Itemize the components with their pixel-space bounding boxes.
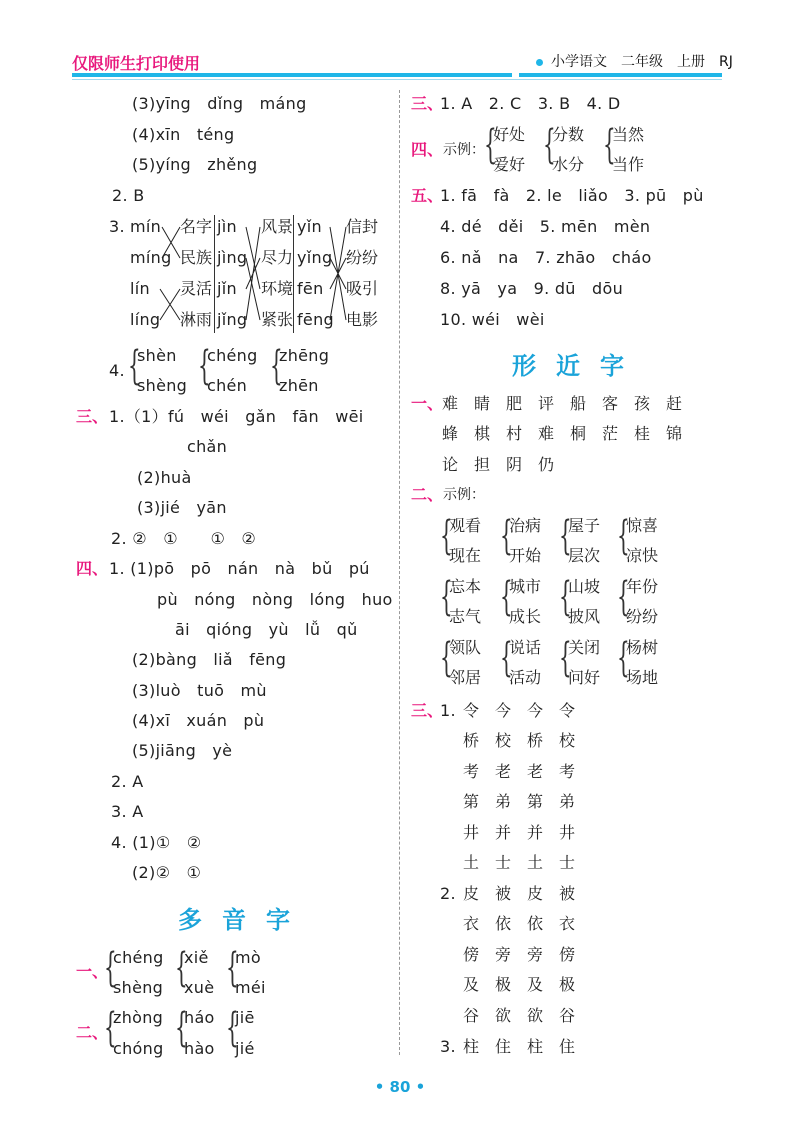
match-pinyin: jǐn xyxy=(217,279,237,298)
answer-line: (3)luò tuō mù xyxy=(132,681,267,700)
word-option: 惊喜 xyxy=(626,516,659,535)
char-row: 土 士 土 士 xyxy=(463,853,576,872)
word-option: 水分 xyxy=(552,155,585,174)
answer-line: āi qióng yù lǚ qǔ xyxy=(175,620,358,639)
word-option: 屋子 xyxy=(568,516,601,535)
word-option: 成长 xyxy=(509,607,542,626)
answer-line: 1. fā fà 2. le liǎo 3. pū pù xyxy=(440,186,704,205)
word-option: 开始 xyxy=(509,546,542,565)
brace: { xyxy=(440,574,453,620)
char-row: 及 极 及 极 xyxy=(463,975,576,994)
word-option: 纷纷 xyxy=(626,607,659,626)
word-option: 城市 xyxy=(509,577,542,596)
section-label: 一、 xyxy=(76,962,109,981)
answer-line: 4. (1)① ② xyxy=(111,833,202,852)
word-option: 领队 xyxy=(449,638,482,657)
connector-line xyxy=(246,227,260,289)
brace: { xyxy=(104,1005,117,1051)
section-label: 一、 xyxy=(411,394,444,413)
section-label: 五、 xyxy=(411,186,444,205)
section-heading: 多音字 xyxy=(178,906,310,934)
match-word: 名字 xyxy=(180,217,213,236)
brace: { xyxy=(484,122,497,168)
match-pinyin: yǐng xyxy=(297,248,333,267)
example-prefix: 示例： xyxy=(443,142,485,158)
section-label: 三、 xyxy=(76,407,109,426)
word-option: 场地 xyxy=(626,668,659,687)
answer-line: 8. yā ya 9. dū dōu xyxy=(440,279,624,298)
answer-line: 1. (1)pō pō nán nà bǔ pú xyxy=(109,559,370,578)
word-option: 问好 xyxy=(568,668,601,687)
answer-line: 3. A xyxy=(111,802,144,821)
answer-line: 4. dé děi 5. mēn mèn xyxy=(440,217,651,236)
answer-line: (3)jié yān xyxy=(137,498,227,517)
word-option: 凉快 xyxy=(626,546,659,565)
answer-line: 2. B xyxy=(112,186,145,205)
match-word: 纷纷 xyxy=(346,248,379,267)
brace: { xyxy=(226,1005,239,1051)
char-row: 蜂 棋 村 难 桐 茫 桂 锦 xyxy=(442,424,683,443)
word-option: 披风 xyxy=(568,607,601,626)
answer-line: pù nóng nòng lóng huo xyxy=(157,590,393,609)
pinyin-option: shèng xyxy=(113,978,164,997)
answer-line: (3)yīng dǐng máng xyxy=(132,94,307,113)
brace: { xyxy=(617,513,630,559)
answer-line: (5)jiāng yè xyxy=(132,741,233,760)
brace: { xyxy=(440,513,453,559)
page-number: • 80 • xyxy=(374,1078,426,1096)
match-word: 淋雨 xyxy=(180,310,213,329)
brace: { xyxy=(559,574,572,620)
match-word: 灵活 xyxy=(180,279,213,298)
match-pinyin: mín xyxy=(130,217,162,236)
match-word: 民族 xyxy=(180,248,213,267)
pinyin-option: jié xyxy=(235,1039,255,1058)
match-word: 紧张 xyxy=(261,310,294,329)
char-row: 皮 被 皮 被 xyxy=(463,884,576,903)
pinyin-option: shèn xyxy=(137,346,177,365)
header-left-label: 仅限师生打印使用 xyxy=(72,54,201,73)
char-row: 衣 依 依 衣 xyxy=(463,914,576,933)
word-option: 邻居 xyxy=(449,668,482,687)
brace: { xyxy=(543,122,556,168)
answer-line: (2)② ① xyxy=(132,863,202,882)
answer-line: chǎn xyxy=(187,437,228,456)
connector-line xyxy=(246,258,260,320)
match-word: 风景 xyxy=(261,217,294,236)
pinyin-option: shèng xyxy=(137,376,188,395)
char-row: 难 睛 肥 评 船 客 孩 赶 xyxy=(442,394,683,413)
pinyin-option: háo xyxy=(184,1008,215,1027)
answer-line: 6. nǎ na 7. zhāo cháo xyxy=(440,248,652,267)
match-pinyin: yǐn xyxy=(297,217,322,236)
word-option: 好处 xyxy=(493,125,526,144)
match-word: 环境 xyxy=(261,279,294,298)
word-option: 活动 xyxy=(509,668,542,687)
match-word: 信封 xyxy=(346,217,379,236)
match-pinyin: jìng xyxy=(217,248,248,267)
answer-line: 1. A 2. C 3. B 4. D xyxy=(440,94,621,113)
question-number: 3. xyxy=(440,1037,456,1056)
section-label: 四、 xyxy=(411,140,444,159)
section-label: 三、 xyxy=(411,701,444,720)
word-option: 年份 xyxy=(626,577,659,596)
char-row: 考 老 老 考 xyxy=(463,762,576,781)
section-label: 四、 xyxy=(76,559,109,578)
char-row: 论 担 阴 仍 xyxy=(442,455,555,474)
char-row: 谷 欲 欲 谷 xyxy=(463,1006,576,1025)
char-row: 令 今 今 令 xyxy=(463,701,576,720)
pinyin-option: jiē xyxy=(235,1008,255,1027)
brace: { xyxy=(175,1005,188,1051)
pinyin-option: xiě xyxy=(184,948,209,967)
pinyin-option: chóng xyxy=(113,1039,164,1058)
pinyin-option: mò xyxy=(235,948,261,967)
section-label: 二、 xyxy=(411,485,444,504)
char-row: 第 弟 第 弟 xyxy=(463,792,576,811)
brace: { xyxy=(104,945,117,991)
answer-line: (2)huà xyxy=(137,468,192,487)
answer-line: (4)xīn téng xyxy=(132,125,235,144)
word-option: 说话 xyxy=(509,638,542,657)
match-word: 吸引 xyxy=(346,279,379,298)
brace: { xyxy=(500,635,513,681)
word-option: 爱好 xyxy=(493,155,526,174)
match-pinyin: jìn xyxy=(217,217,237,236)
pinyin-option: zhēn xyxy=(279,376,319,395)
pinyin-option: hào xyxy=(184,1039,215,1058)
brace: { xyxy=(198,343,211,389)
word-option: 层次 xyxy=(568,546,601,565)
pinyin-option: zhòng xyxy=(113,1008,164,1027)
brace: { xyxy=(559,635,572,681)
pinyin-option: chén xyxy=(207,376,248,395)
brace: { xyxy=(128,343,141,389)
word-option: 治病 xyxy=(509,516,542,535)
answer-line: (2)bàng liǎ fēng xyxy=(132,650,287,669)
answer-line: (5)yíng zhěng xyxy=(132,155,258,174)
brace: { xyxy=(559,513,572,559)
example-prefix: 示例： xyxy=(443,487,485,503)
question-number: 2. xyxy=(440,884,456,903)
answer-line: 2. ② ① ① ② xyxy=(111,529,257,548)
pinyin-option: xuè xyxy=(184,978,215,997)
word-option: 当然 xyxy=(612,125,645,144)
match-pinyin: jǐng xyxy=(217,310,248,329)
brace: { xyxy=(440,635,453,681)
section-label: 三、 xyxy=(411,94,444,113)
question-number: 4. xyxy=(109,361,125,380)
word-option: 分数 xyxy=(552,125,585,144)
answer-line: 2. A xyxy=(111,772,144,791)
answer-line: 10. wéi wèi xyxy=(440,310,545,329)
match-word: 电影 xyxy=(346,310,379,329)
match-pinyin: lín xyxy=(130,279,150,298)
connector-line xyxy=(246,227,260,320)
match-pinyin: líng xyxy=(130,310,161,329)
brace: { xyxy=(617,635,630,681)
section-label: 二、 xyxy=(76,1023,109,1042)
char-row: 柱 住 柱 住 xyxy=(463,1037,576,1056)
pinyin-option: chéng xyxy=(113,948,164,967)
word-option: 山坡 xyxy=(568,577,601,596)
word-option: 当作 xyxy=(612,155,645,174)
answer-line: 1.（1）fú wéi gǎn fān wēi xyxy=(109,407,364,426)
brace: { xyxy=(617,574,630,620)
char-row: 桥 校 桥 校 xyxy=(463,731,576,750)
word-option: 观看 xyxy=(449,516,482,535)
header-course: 小学语文 二年级 上册 RJ xyxy=(551,54,733,70)
brace: { xyxy=(603,122,616,168)
word-option: 关闭 xyxy=(568,638,601,657)
match-pinyin: fēng xyxy=(297,310,334,329)
brace: { xyxy=(500,574,513,620)
answer-line: (4)xī xuán pù xyxy=(132,711,265,730)
word-option: 忘本 xyxy=(449,577,482,596)
match-word: 尽力 xyxy=(261,248,294,267)
pinyin-option: zhēng xyxy=(279,346,330,365)
section-heading: 形近字 xyxy=(512,352,644,380)
word-option: 志气 xyxy=(449,607,482,626)
brace: { xyxy=(270,343,283,389)
match-pinyin: fēn xyxy=(297,279,324,298)
char-row: 傍 旁 旁 傍 xyxy=(463,945,576,964)
word-option: 现在 xyxy=(449,546,482,565)
pinyin-option: chéng xyxy=(207,346,258,365)
brace: { xyxy=(500,513,513,559)
pinyin-option: méi xyxy=(235,978,266,997)
question-number: 1. xyxy=(440,701,456,720)
match-pinyin: míng xyxy=(130,248,172,267)
brace: { xyxy=(175,945,188,991)
char-row: 井 并 并 井 xyxy=(463,823,576,842)
question-number: 3. xyxy=(109,217,125,236)
word-option: 杨树 xyxy=(626,638,659,657)
brace: { xyxy=(226,945,239,991)
